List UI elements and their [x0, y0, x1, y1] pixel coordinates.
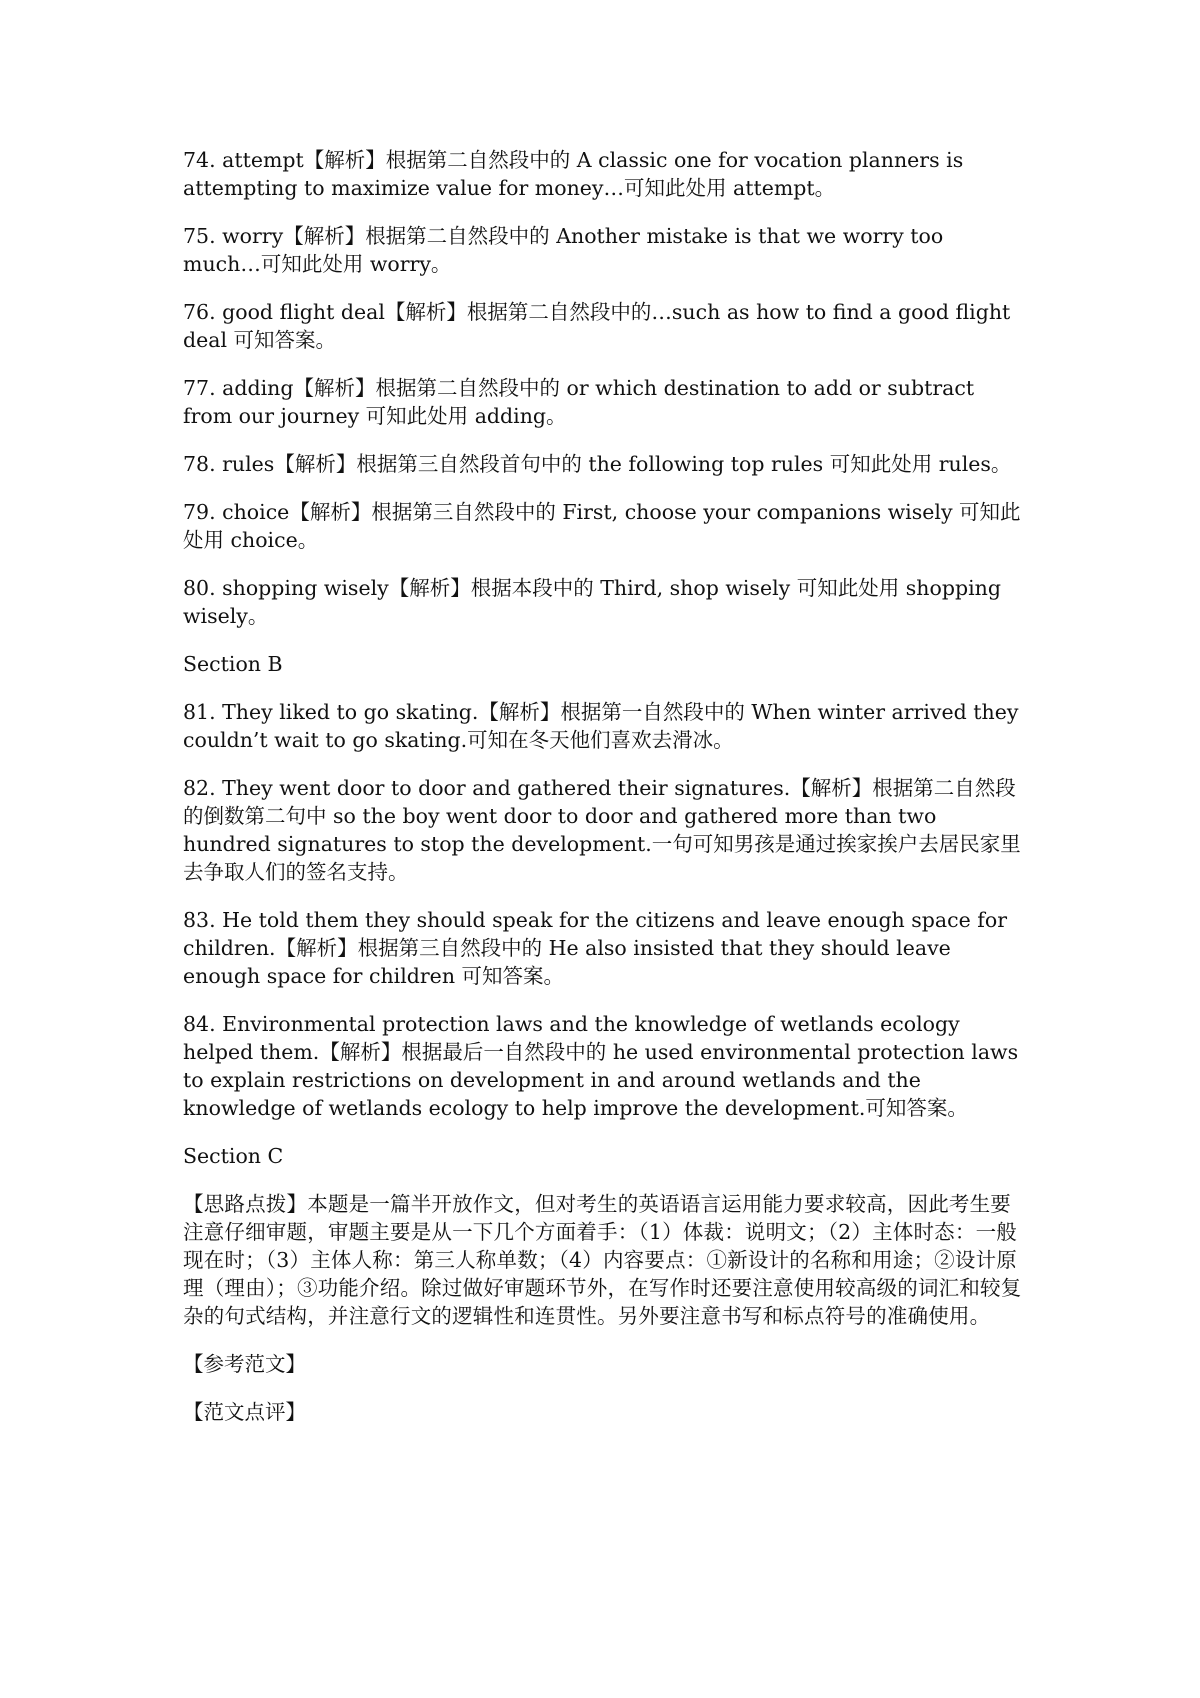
document-page [183, 146, 1023, 1446]
answer-77: 77. adding【解析】根据第二自然段中的 or which destination to add or subtract from our journey 可知此处用 adding。 [183, 376, 975, 428]
reference-essay-label: 【参考范文】 [183, 1352, 306, 1376]
answer-80: 80. shopping wisely【解析】根据本段中的 Third, shop wisely 可知此处用 shopping wisely。 [183, 576, 1001, 628]
answer-82: 82. They went door to door and gathered their signatures.【解析】根据第二自然段的倒数第二句中 so the boy went door to door and gathered more than two hundred signatures to stop the development.一句可知男孩是通过挨家挨户去居民家里去争取人们的签名支持。 [183, 776, 1021, 884]
answer-83: 83. He told them they should speak for the citizens and leave enough space for children.【解析】根据第三自然段中的 He also insisted that they should leave enough space for children 可知答案。 [183, 908, 1008, 988]
answer-74: 74. attempt【解析】根据第二自然段中的 A classic one for vocation planners is attempting to maximize value for money…可知此处用 attempt。 [183, 148, 964, 200]
essay-review-label: 【范文点评】 [183, 1400, 306, 1424]
answer-76: 76. good flight deal【解析】根据第二自然段中的…such as how to find a good flight deal 可知答案。 [183, 300, 1011, 352]
answer-81: 81. They liked to go skating.【解析】根据第一自然段中的 When winter arrived they couldn’t wait to go skating.可知在冬天他们喜欢去滑冰。 [183, 700, 1019, 752]
answer-75: 75. worry【解析】根据第二自然段中的 Another mistake is that we worry too much…可知此处用 worry。 [183, 224, 944, 276]
answer-78: 78. rules【解析】根据第三自然段首句中的 the following top rules 可知此处用 rules。 [183, 452, 1012, 476]
answer-79: 79. choice【解析】根据第三自然段中的 First, choose your companions wisely 可知此处用 choice。 [183, 500, 1021, 552]
answer-84: 84. Environmental protection laws and the knowledge of wetlands ecology helped them.【解析】根据最后一自然段中的 he used environmental protection laws to explain restrictions on development in and around wetlands and the knowledge of wetlands ecology to help improve the development.可知答案。 [183, 1012, 1019, 1120]
section-b-heading: Section B [183, 652, 283, 676]
section-c-heading: Section C [183, 1144, 284, 1168]
writing-tips-paragraph: 【思路点拨】本题是一篇半开放作文，但对考生的英语语言运用能力要求较高，因此考生要注意仔细审题，审题主要是从一下几个方面着手：（1）体裁：说明文；（2）主体时态：一般现在时；（3）主体人称：第三人称单数；（4）内容要点：①新设计的名称和用途；②设计原理（理由）；③功能介绍。除过做好审题环节外，在写作时还要注意使用较高级的词汇和较复杂的句式结构，并注意行文的逻辑性和连贯性。另外要注意书写和标点符号的准确使用。 [183, 1192, 1022, 1328]
